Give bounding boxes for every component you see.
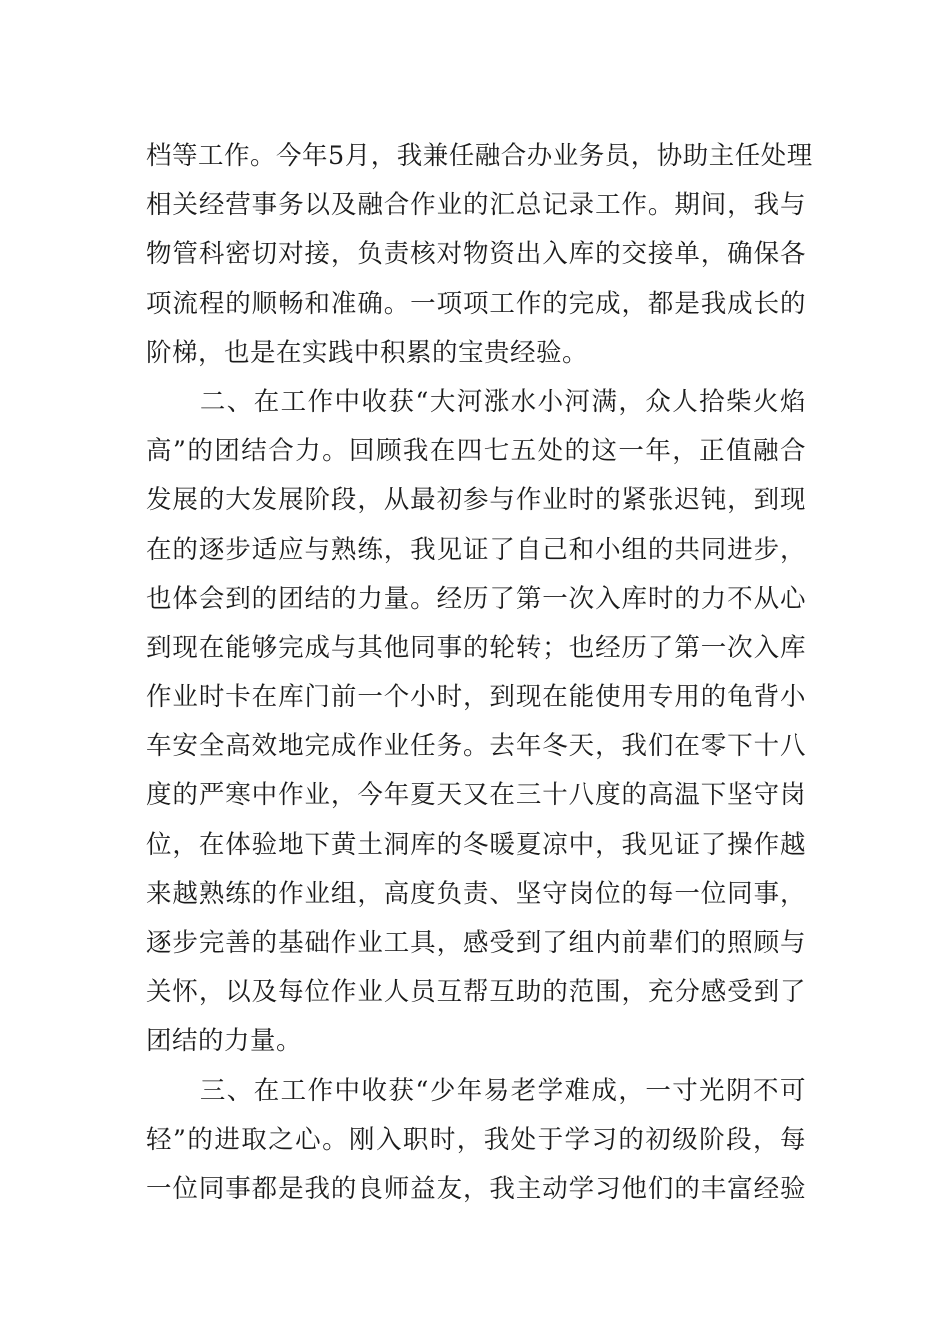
text-line: 高”的团结合力。回顾我在四七五处的这一年，正值融合 [146, 436, 806, 467]
text-line: 阶梯，也是在实践中积累的宝贵经验。 [146, 337, 589, 368]
text-line: 团结的力量。 [146, 1026, 303, 1057]
text-line: 档等工作。今年5月，我兼任融合办业务员，协助主任处理 [146, 141, 813, 171]
text-line: 也体会到的团结的力量。经历了第一次入库时的力不从心 [146, 583, 806, 614]
text-line: 发展的大发展阶段，从最初参与作业时的紧张迟钝，到现 [146, 485, 806, 516]
text-line: 轻”的进取之心。刚入职时，我处于学习的初级阶段，每 [146, 1124, 806, 1155]
text-line: 关怀，以及每位作业人员互帮互助的范围，充分感受到了 [146, 977, 806, 1008]
text-line: 物管科密切对接，负责核对物资出入库的交接单，确保各 [146, 239, 806, 270]
document-body [146, 132, 813, 1214]
text-line: 逐步完善的基础作业工具，感受到了组内前辈们的照顾与 [146, 928, 806, 958]
text-line: 在的逐步适应与熟练，我见证了自己和小组的共同进步， [146, 534, 806, 565]
text-line: 到现在能够完成与其他同事的轮转；也经历了第一次入库 [146, 632, 806, 663]
text-line: 车安全高效地完成作业任务。去年冬天，我们在零下十八 [146, 731, 806, 762]
text-line: 来越熟练的作业组，高度负责、坚守岗位的每一位同事， [146, 878, 806, 909]
text-line: 项流程的顺畅和准确。一项项工作的完成，都是我成长的 [146, 288, 806, 319]
text-line: 相关经营事务以及融合作业的汇总记录工作。期间，我与 [146, 190, 806, 221]
text-line: 三、在工作中收获“少年易老学难成，一寸光阴不可 [146, 1075, 806, 1106]
text-line: 二、在工作中收获“大河涨水小河满，众人拾柴火焰 [146, 386, 806, 417]
text-line: 一位同事都是我的良师益友，我主动学习他们的丰富经验 [146, 1173, 806, 1204]
text-line: 作业时卡在库门前一个小时，到现在能使用专用的龟背小 [146, 682, 806, 713]
text-line: 位，在体验地下黄土洞库的冬暖夏凉中，我见证了操作越 [146, 829, 806, 860]
text-line: 度的严寒中作业，今年夏天又在三十八度的高温下坚守岗 [146, 780, 806, 811]
